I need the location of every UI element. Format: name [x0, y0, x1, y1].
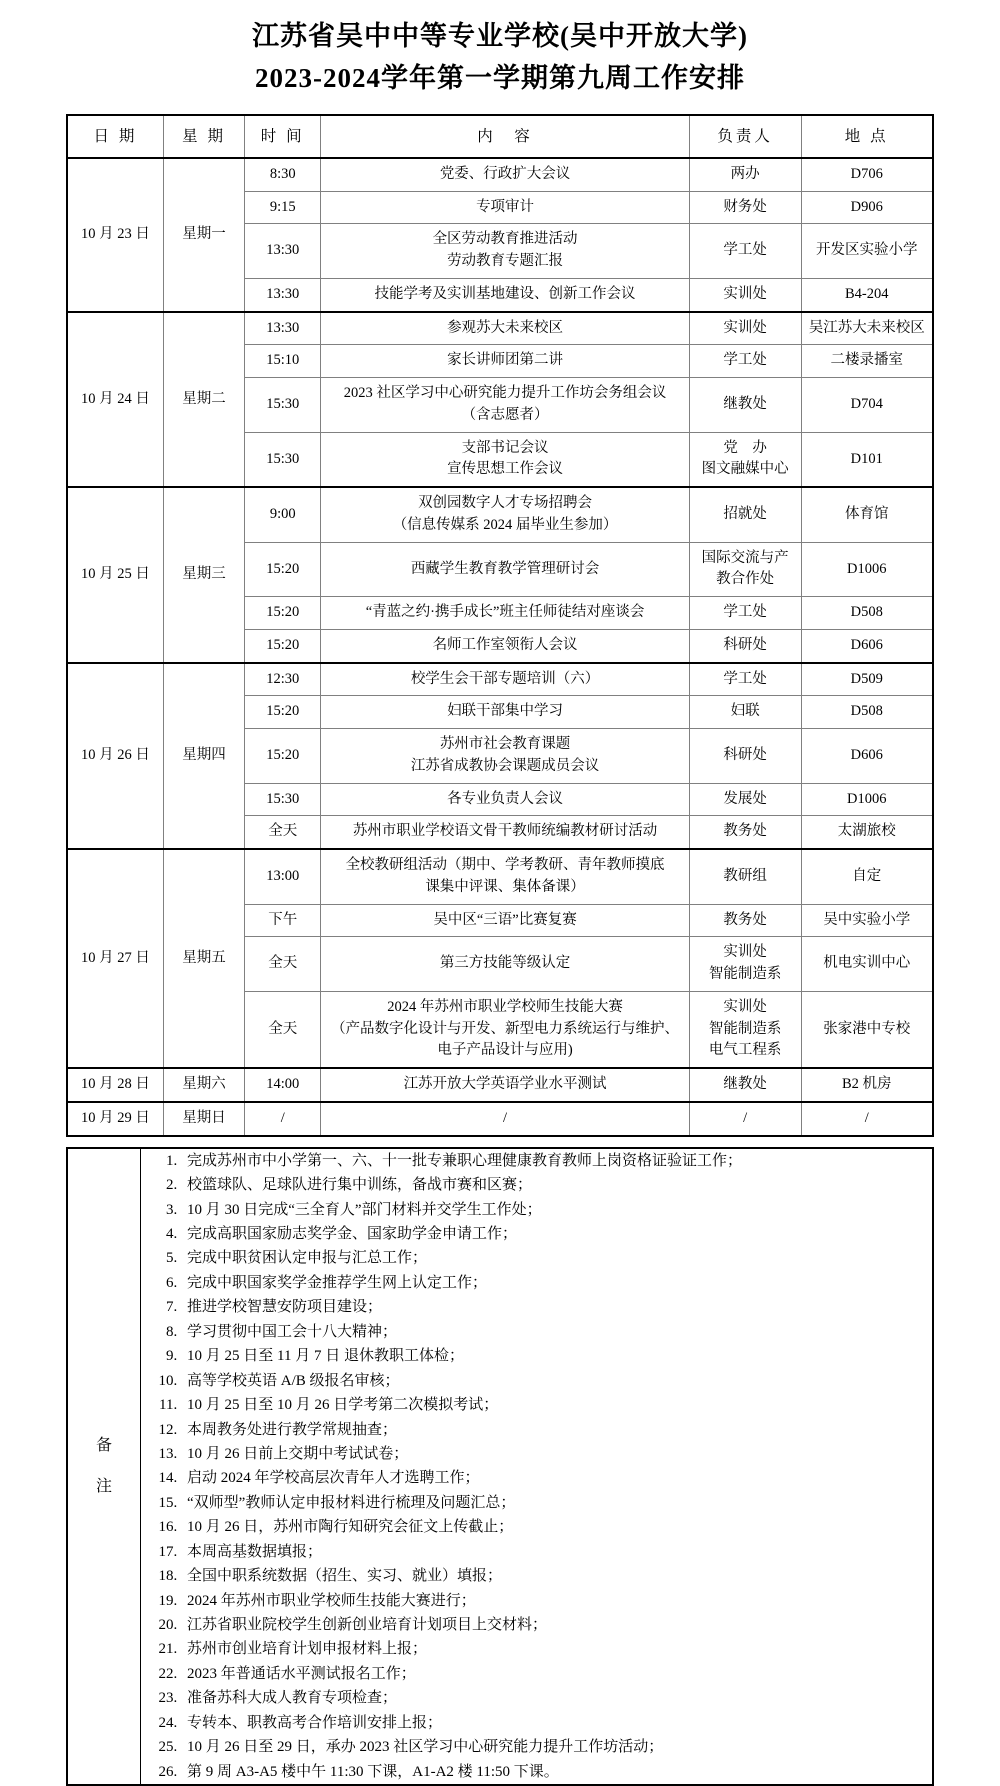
cell-location: D509: [801, 663, 933, 696]
cell-location: 吴中实验小学: [801, 904, 933, 937]
cell-location: /: [801, 1102, 933, 1136]
cell-content: 参观苏大未来校区: [321, 312, 690, 345]
note-item: 11. 10 月 25 日至 10 月 26 日学考第二次模拟考试；: [181, 1393, 932, 1417]
cell-location: D706: [801, 158, 933, 191]
cell-location: 开发区实验小学: [801, 224, 933, 279]
weekly-schedule-table: [66, 114, 934, 1137]
notes-body: [141, 1148, 934, 1785]
cell-date: 10 月 25 日: [67, 487, 163, 663]
cell-location: 太湖旅校: [801, 816, 933, 849]
notes-table: [66, 1147, 934, 1786]
cell-time: 15:30: [245, 378, 321, 433]
cell-time: 13:30: [245, 224, 321, 279]
note-item: 5. 完成中职贫困认定申报与汇总工作；: [181, 1246, 932, 1270]
cell-content: 苏州市社会教育课题 江苏省成教协会课题成员会议: [321, 729, 690, 784]
note-item: 21. 苏州市创业培育计划申报材料上报；: [181, 1637, 932, 1661]
note-item: 15. “双师型”教师认定申报材料进行梳理及问题汇总；: [181, 1491, 932, 1515]
cell-weekday: 星期一: [163, 158, 244, 312]
note-item: 10. 高等学校英语 A/B 级报名审核；: [181, 1369, 932, 1393]
cell-date: 10 月 28 日: [67, 1068, 163, 1102]
title-line-school: 江苏省吴中中等专业学校(吴中开放大学): [252, 21, 748, 51]
cell-responsible: 继教处: [689, 378, 801, 433]
cell-responsible: 学工处: [689, 224, 801, 279]
notes-label: [67, 1148, 141, 1785]
cell-time: 15:30: [245, 783, 321, 816]
cell-content: “青蓝之约·携手成长”班主任师徒结对座谈会: [321, 597, 690, 630]
cell-weekday: 星期五: [163, 849, 244, 1068]
cell-content: 各专业负责人会议: [321, 783, 690, 816]
note-item: 24. 专转本、职教高考合作培训安排上报；: [181, 1711, 932, 1735]
notes-label-char-1: 备: [95, 1436, 112, 1454]
cell-time: 15:30: [245, 432, 321, 487]
schedule-row: [67, 312, 933, 345]
cell-location: B2 机房: [801, 1068, 933, 1102]
cell-location: 机电实训中心: [801, 937, 933, 992]
header-time: 时 间: [245, 115, 321, 158]
cell-content: 技能学考及实训基地建设、创新工作会议: [321, 278, 690, 311]
header-location: 地 点: [801, 115, 933, 158]
cell-date: 10 月 23 日: [67, 158, 163, 312]
notes-label-char-2: 注: [95, 1478, 112, 1496]
header-date: 日 期: [67, 115, 163, 158]
note-item: 16. 10 月 26 日，苏州市陶行知研究会征文上传截止；: [181, 1515, 932, 1539]
cell-content: 专项审计: [321, 191, 690, 224]
cell-time: 13:30: [245, 278, 321, 311]
cell-time: 下午: [245, 904, 321, 937]
cell-responsible: 科研处: [689, 729, 801, 784]
cell-date: 10 月 24 日: [67, 312, 163, 488]
cell-location: D1006: [801, 542, 933, 597]
cell-date: 10 月 29 日: [67, 1102, 163, 1136]
schedule-row: [67, 487, 933, 542]
cell-responsible: 学工处: [689, 345, 801, 378]
cell-time: 13:30: [245, 312, 321, 345]
cell-content: /: [321, 1102, 690, 1136]
cell-time: 15:20: [245, 696, 321, 729]
note-item: 3. 10 月 30 日完成“三全育人”部门材料并交学生工作处；: [181, 1198, 932, 1222]
cell-weekday: 星期四: [163, 663, 244, 850]
cell-location: D704: [801, 378, 933, 433]
cell-location: B4-204: [801, 278, 933, 311]
cell-content: 苏州市职业学校语文骨干教师统编教材研讨活动: [321, 816, 690, 849]
cell-responsible: 科研处: [689, 629, 801, 662]
table-header: [67, 115, 933, 158]
cell-location: D906: [801, 191, 933, 224]
cell-time: 14:00: [245, 1068, 321, 1102]
notes-row: [67, 1148, 933, 1785]
cell-location: D606: [801, 729, 933, 784]
cell-responsible: 实训处 智能制造系 电气工程系: [689, 991, 801, 1068]
notes-container: [66, 1147, 934, 1786]
cell-content: 2024 年苏州市职业学校师生技能大赛 （产品数字化设计与开发、新型电力系统运行与维护、 电子产品设计与应用): [321, 991, 690, 1068]
note-item: 20. 江苏省职业院校学生创新创业培育计划项目上交材料；: [181, 1613, 932, 1637]
cell-responsible: 发展处: [689, 783, 801, 816]
note-item: 23. 准备苏科大成人教育专项检查；: [181, 1686, 932, 1710]
cell-date: 10 月 26 日: [67, 663, 163, 850]
cell-weekday: 星期三: [163, 487, 244, 663]
schedule-row: [67, 1068, 933, 1102]
cell-location: 张家港中专校: [801, 991, 933, 1068]
cell-content: 党委、行政扩大会议: [321, 158, 690, 191]
cell-time: /: [245, 1102, 321, 1136]
cell-weekday: 星期二: [163, 312, 244, 488]
cell-content: 支部书记会议 宣传思想工作会议: [321, 432, 690, 487]
note-item: 25. 10 月 26 日至 29 日，承办 2023 社区学习中心研究能力提升工作坊活动；: [181, 1735, 932, 1759]
cell-location: 自定: [801, 849, 933, 904]
header-content: 内 容: [321, 115, 690, 158]
cell-location: 二楼录播室: [801, 345, 933, 378]
title-line-subject: 2023-2024学年第一学期第九周工作安排: [255, 62, 745, 93]
cell-responsible: 继教处: [689, 1068, 801, 1102]
note-item: 14. 启动 2024 年学校高层次青年人才选聘工作；: [181, 1466, 932, 1490]
note-item: 18. 全国中职系统数据（招生、实习、就业）填报；: [181, 1564, 932, 1588]
cell-time: 全天: [245, 991, 321, 1068]
cell-content: 吴中区“三语”比赛复赛: [321, 904, 690, 937]
cell-content: 双创园数字人才专场招聘会 （信息传媒系 2024 届毕业生参加）: [321, 487, 690, 542]
note-item: 12. 本周教务处进行教学常规抽查；: [181, 1418, 932, 1442]
cell-weekday: 星期六: [163, 1068, 244, 1102]
note-item: 6. 完成中职国家奖学金推荐学生网上认定工作；: [181, 1271, 932, 1295]
cell-location: 吴江苏大未来校区: [801, 312, 933, 345]
cell-content: 校学生会干部专题培训（六）: [321, 663, 690, 696]
cell-responsible: 教务处: [689, 904, 801, 937]
schedule-row: [67, 849, 933, 904]
cell-time: 15:20: [245, 729, 321, 784]
cell-responsible: 教研组: [689, 849, 801, 904]
cell-time: 15:20: [245, 629, 321, 662]
schedule-row: [67, 663, 933, 696]
note-item: 17. 本周高基数据填报；: [181, 1540, 932, 1564]
cell-time: 15:20: [245, 597, 321, 630]
schedule-row: [67, 1102, 933, 1136]
schedule-row: [67, 158, 933, 191]
note-item: 9. 10 月 25 日至 11 月 7 日 退休教职工体检；: [181, 1344, 932, 1368]
cell-time: 15:20: [245, 542, 321, 597]
cell-content: 西藏学生教育教学管理研讨会: [321, 542, 690, 597]
table-body: [67, 158, 933, 1136]
cell-time: 全天: [245, 816, 321, 849]
note-item: 1. 完成苏州市中小学第一、六、十一批专兼职心理健康教育教师上岗资格证验证工作；: [181, 1149, 932, 1173]
cell-content: 江苏开放大学英语学业水平测试: [321, 1068, 690, 1102]
header-weekday: 星 期: [163, 115, 244, 158]
cell-content: 家长讲师团第二讲: [321, 345, 690, 378]
cell-location: D508: [801, 696, 933, 729]
header-responsible: 负责人: [689, 115, 801, 158]
cell-content: 2023 社区学习中心研究能力提升工作坊会务组会议 （含志愿者）: [321, 378, 690, 433]
cell-time: 12:30: [245, 663, 321, 696]
cell-time: 13:00: [245, 849, 321, 904]
cell-responsible: 招就处: [689, 487, 801, 542]
cell-content: 第三方技能等级认定: [321, 937, 690, 992]
cell-weekday: 星期日: [163, 1102, 244, 1136]
cell-location: D1006: [801, 783, 933, 816]
note-item: 2. 校篮球队、足球队进行集中训练，备战市赛和区赛；: [181, 1173, 932, 1197]
cell-date: 10 月 27 日: [67, 849, 163, 1068]
note-item: 19. 2024 年苏州市职业学校师生技能大赛进行；: [181, 1589, 932, 1613]
cell-time: 15:10: [245, 345, 321, 378]
cell-time: 8:30: [245, 158, 321, 191]
cell-time: 9:15: [245, 191, 321, 224]
cell-content: 名师工作室领衔人会议: [321, 629, 690, 662]
schedule-table-container: [66, 114, 934, 1137]
cell-responsible: 实训处 智能制造系: [689, 937, 801, 992]
document-title: [0, 0, 1000, 100]
cell-responsible: 实训处: [689, 278, 801, 311]
note-item: 8. 学习贯彻中国工会十八大精神；: [181, 1320, 932, 1344]
note-item: 26. 第 9 周 A3-A5 楼中午 11:30 下课，A1-A2 楼 11:50 下课。: [181, 1760, 932, 1784]
cell-responsible: 教务处: [689, 816, 801, 849]
cell-responsible: 妇联: [689, 696, 801, 729]
cell-time: 全天: [245, 937, 321, 992]
cell-location: D101: [801, 432, 933, 487]
cell-responsible: 党 办 图文融媒中心: [689, 432, 801, 487]
note-item: 4. 完成高职国家励志奖学金、国家助学金申请工作；: [181, 1222, 932, 1246]
cell-responsible: 学工处: [689, 663, 801, 696]
cell-responsible: 学工处: [689, 597, 801, 630]
cell-responsible: 两办: [689, 158, 801, 191]
cell-responsible: /: [689, 1102, 801, 1136]
cell-location: D508: [801, 597, 933, 630]
cell-content: 妇联干部集中学习: [321, 696, 690, 729]
cell-time: 9:00: [245, 487, 321, 542]
cell-content: 全校教研组活动（期中、学考教研、青年教师摸底 课集中评课、集体备课）: [321, 849, 690, 904]
cell-location: D606: [801, 629, 933, 662]
cell-location: 体育馆: [801, 487, 933, 542]
note-item: 13. 10 月 26 日前上交期中考试试卷；: [181, 1442, 932, 1466]
cell-responsible: 国际交流与产 教合作处: [689, 542, 801, 597]
note-item: 22. 2023 年普通话水平测试报名工作；: [181, 1662, 932, 1686]
cell-responsible: 实训处: [689, 312, 801, 345]
cell-content: 全区劳动教育推进活动 劳动教育专题汇报: [321, 224, 690, 279]
notes-list: [141, 1149, 932, 1784]
header-row: [67, 115, 933, 158]
note-item: 7. 推进学校智慧安防项目建设；: [181, 1295, 932, 1319]
cell-responsible: 财务处: [689, 191, 801, 224]
